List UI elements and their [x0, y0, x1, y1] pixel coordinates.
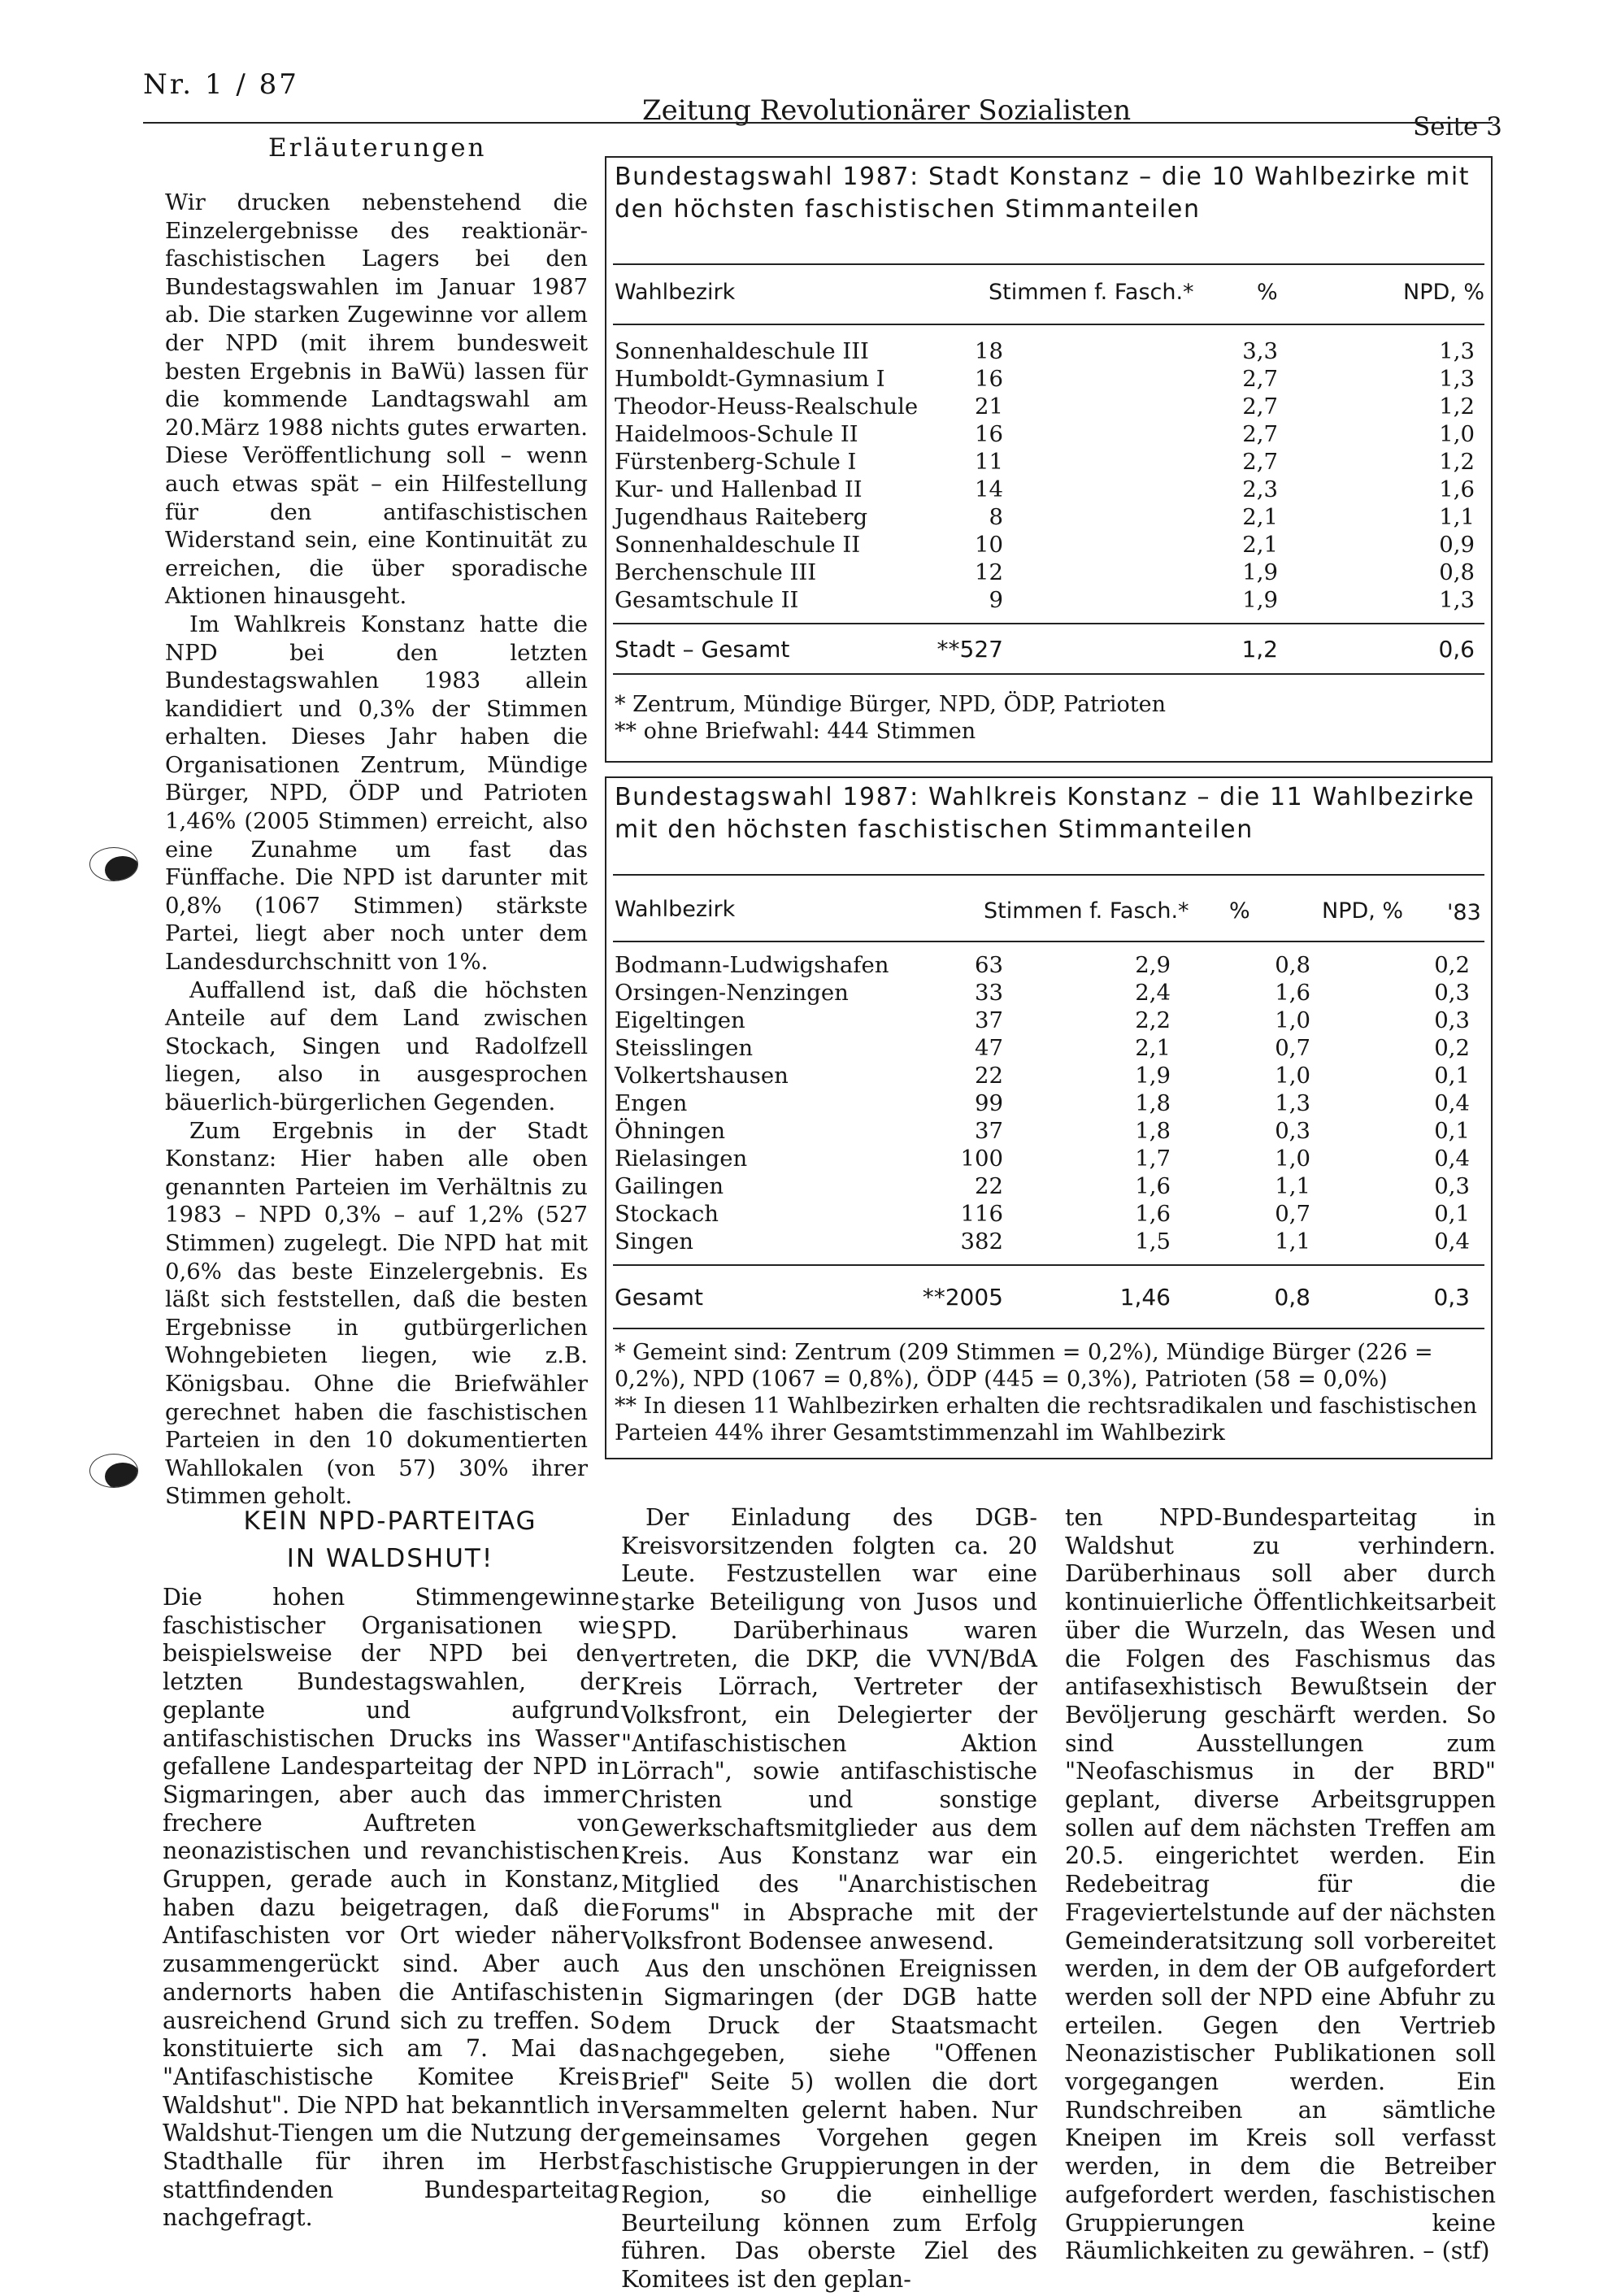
table-row: Volkertshausen 22 1,9 1,0 0,1 — [615, 1063, 1470, 1089]
table-row: Gailingen 22 1,6 1,1 0,3 — [615, 1173, 1470, 1199]
table-row: Singen 382 1,5 1,1 0,4 — [615, 1228, 1470, 1255]
page-number: Seite 3 — [1413, 112, 1502, 141]
table-row: Jugendhaus Raiteberg 8 2,1 1,1 — [615, 504, 1475, 530]
article-paragraph: ten NPD-Bundesparteitag in Waldshut zu verhindern. Darüberhinaus soll aber durch kontinuierliche Öffentlichkeitsarbeit über die Wurzeln, das Wesen und die Folgen des Faschismus das antifasexhistisch Bewußtsein der Bevöljerung geschärft werden. So sind Ausstellungen zum "Neofaschismus in der BRD" geplant, diverse Arbeitsgruppen sollen auf dem nächsten Treffen am 20.5. eingerichtet werden. Ein Redebeitrag für die Frageviertelstunde auf der nächsten Gemeinderatsitzung soll vorbereitet werden, in dem der OB aufgefordert werden soll der NPD eine Abfuhr zu erteilen. Gegen den Vertrieb Neonazistischer Publikationen soll vorgegangen werden. Ein Rundschreiben an sämtliche Kneipen im Kreis soll verfasst werden, in dem die Betreiber aufgefordert werden, faschistischen Gruppierungen keine Räumlichkeiten zu gewähren. – (stf) — [1065, 1504, 1496, 2265]
issue-number: Nr. 1 / 87 — [143, 68, 299, 101]
table1-rule — [613, 623, 1484, 624]
table-row: Haidelmoos-Schule II 16 2,7 1,0 — [615, 421, 1475, 447]
table2-header-npd: NPD, % — [1322, 898, 1404, 924]
article-column-3 — [1065, 1504, 1496, 2266]
table2-header-percent: % — [1229, 898, 1250, 924]
table2-rule — [613, 1328, 1484, 1329]
table-row: Theodor-Heuss-Realschule 21 2,7 1,2 — [615, 394, 1475, 420]
punch-hole-icon — [89, 1454, 138, 1488]
table-row: Orsingen-Nenzingen 33 2,4 1,6 0,3 — [615, 980, 1470, 1006]
table1-footnotes: * Zentrum, Mündige Bürger, NPD, ÖDP, Patrioten ** ohne Briefwahl: 444 Stimmen — [615, 692, 1167, 744]
table-wahlkreis-konstanz — [605, 776, 1493, 1459]
article-paragraph: Die hohen Stimmengewinne faschistischer Organisationen wie beispielsweise der NPD bei den letzten Bundestagswahlen, der geplante und aufgrund antifaschistischen Drucks ins Wasser gefallene Landesparteitag der NPD in Sigmaringen, aber auch das immer frechere Auftreten von neonazistischen und revanchistischen Gruppen, gerade auch in Konstanz, haben dazu beigetragen, daß die Antifaschisten vor Ort wieder näher zusammengerückt sind. Aber auch andernorts haben die Antifaschisten ausreichend Grund sich zu treffen. So konstituierte sich am 7. Mai das "Antifaschistische Komitee Kreis Waldshut". Die NPD hat bekanntlich in Waldshut-Tiengen um die Nutzung der Stadthalle für ihren im Herbst stattfindenden Bundesparteitag nachgefragt. — [163, 1584, 619, 2232]
table1-rule — [613, 673, 1484, 675]
table1-title: Bundestagswahl 1987: Stadt Konstanz – die 10 Wahlbezirke mit den höchsten faschistischen Stimmanteilen — [615, 163, 1471, 224]
table-row: Gesamtschule II 9 1,9 1,3 — [615, 587, 1475, 613]
table-row: Öhningen 37 1,8 0,3 0,1 — [615, 1118, 1470, 1144]
table-stadt-konstanz — [605, 156, 1493, 763]
punch-hole-icon — [89, 847, 138, 881]
table1-header-district: Wahlbezirk — [615, 280, 736, 305]
table-row: Stockach 116 1,6 0,7 0,1 — [615, 1201, 1470, 1227]
article-column-2 — [621, 1504, 1037, 2294]
explanation-paragraph: Wir drucken nebenstehend die Einzelergebnisse des reaktionär- faschistischen Lagers bei den Bundestagswahlen im Januar 1987 ab. Die starken Zugewinne vor allem der NPD (mit ihrem bundesweit besten Ergebnis in BaWü) lassen für die kommende Landtagswahl am 20.März 1988 nichts gutes erwarten. Diese Veröffentlichung soll – wenn auch etwas spät – ein Hilfestellung für den antifaschistischen Widerstand sein, eine Kontinuität zu erreichen, die über sporadische Aktionen hinausgeht. — [165, 189, 588, 610]
explanation-paragraph: Auffallend ist, daß die höchsten Anteile auf dem Land zwischen Stockach, Singen und Radolfzell liegen, also in ausgesprochen bäuerlich-bürgerlichen Gegenden. — [165, 976, 588, 1115]
table1-rule — [613, 263, 1484, 265]
table2-header-district: Wahlbezirk — [615, 897, 736, 922]
table2-header-83: '83 — [1447, 900, 1481, 925]
table-row: Eigeltingen 37 2,2 1,0 0,3 — [615, 1007, 1470, 1033]
table-row: Sonnenhaldeschule II 10 2,1 0,9 — [615, 532, 1475, 558]
table-row: Fürstenberg-Schule I 11 2,7 1,2 — [615, 449, 1475, 475]
explanation-paragraph: Zum Ergebnis in der Stadt Konstanz: Hier haben alle oben genannten Parteien im Verhältnis zu 1983 – NPD 0,3% – auf 1,2% (527 Stimmen) zugelegt. Die NPD hat mit 0,6% das beste Einzelergebnis. Es läßt sich feststellen, daß die besten Ergebnisse in gutbürgerlichen Wohngebieten liegen, wie z.B. Königsbau. Ohne die Briefwähler gerechnet haben die faschistischen Parteien in den 10 dokumentierten Wahllokalen (von 57) 30% ihrer Stimmen geholt. — [165, 1117, 588, 1510]
table2-rule — [613, 874, 1484, 876]
article-paragraph: Der Einladung des DGB-Kreisvorsitzenden folgten ca. 20 Leute. Festzustellen war eine starke Beteiligung von Jusos und SPD. Darüberhinaus waren vertreten, die DKP, die VVN/BdA Kreis Lörrach, Vertreter der Volksfront, ein Delegierter der "Antifaschistischen Aktion Lörrach", sowie antifaschistische Christen und sonstige Gewerkschaftsmitglieder aus dem Kreis. Aus Konstanz war ein Mitglied des "Anarchistischen Forums" in Absprache mit der Volksfront Bodensee anwesend. — [621, 1504, 1037, 1955]
table-total-row: Stadt – Gesamt **527 1,2 0,6 — [615, 636, 1475, 663]
table-row: Engen 99 1,8 1,3 0,4 — [615, 1090, 1470, 1116]
article-paragraph: Aus den unschönen Ereignissen in Sigmaringen (der DGB hatte dem Druck der Staatsmacht nachgegeben, siehe "Offenen Brief" Seite 5) wollen die dort Versammelten gelernt haben. Nur gemeinsames Vorgehen gegen faschistische Gruppierungen in der Region, so die einhellige Beurteilung können zum Erfolg führen. Das oberste Ziel des Komitees ist den geplan- — [621, 1955, 1037, 2293]
table2-footnotes: * Gemeint sind: Zentrum (209 Stimmen = 0,2%), Mündige Bürger (226 = 0,2%), NPD (1067 = 0,8%), ÖDP (445 = 0,3%), Patrioten (58 = 0,0%) ** In diesen 11 Wahlbezirken erhalten die rechtsradikalen und faschistischen Parteien 44% ihrer Gesamtstimmenzahl im Wahlbezirk — [615, 1340, 1477, 1446]
newspaper-name: Zeitung Revolutionärer Sozialisten — [642, 94, 1132, 127]
table1-rule — [613, 324, 1484, 325]
article-column-1 — [163, 1584, 619, 2233]
header-rule — [143, 122, 1493, 124]
table2-title: Bundestagswahl 1987: Wahlkreis Konstanz – die 11 Wahlbezirke mit den höchsten faschistischen Stimmanteilen — [615, 783, 1475, 844]
table-row: Rielasingen 100 1,7 1,0 0,4 — [615, 1146, 1470, 1172]
table2-rule — [613, 941, 1484, 942]
explanation-paragraph: Im Wahlkreis Konstanz hatte die NPD bei den letzten Bundestagswahlen 1983 allein kandidiert und 0,3% der Stimmen erhalten. Dieses Jahr haben die Organisationen Zentrum, Mündige Bürger, NPD, ÖDP und Patrioten 1,46% (2005 Stimmen) erreicht, also eine Zunahme um fast das Fünffache. Die NPD ist darunter mit 0,8% (1067 Stimmen) stärkste Partei, liegt aber noch unter dem Landesdurchschnitt von 1%. — [165, 611, 588, 976]
explanation-column — [165, 189, 588, 1511]
table-row: Humboldt-Gymnasium I 16 2,7 1,3 — [615, 366, 1475, 392]
table2-rule — [613, 1264, 1484, 1266]
table1-header-percent: % — [1257, 280, 1278, 305]
table-row: Steisslingen 47 2,1 0,7 0,2 — [615, 1035, 1470, 1061]
table-total-row: Gesamt **2005 1,46 0,8 0,3 — [615, 1284, 1470, 1311]
table2-header-votes: Stimmen f. Fasch.* — [984, 898, 1189, 924]
table-row: Kur- und Hallenbad II 14 2,3 1,6 — [615, 476, 1475, 502]
table-row: Berchenschule III 12 1,9 0,8 — [615, 559, 1475, 585]
table-row: Sonnenhaldeschule III 18 3,3 1,3 — [615, 338, 1475, 364]
article-headline: KEIN NPD-PARTEITAG IN WALDSHUT! — [243, 1507, 537, 1573]
table1-header-npd: NPD, % — [1403, 280, 1485, 305]
table-row: Bodmann-Ludwigshafen 63 2,9 0,8 0,2 — [615, 952, 1470, 978]
explanation-title: Erläuterungen — [268, 133, 487, 163]
table1-header-votes: Stimmen f. Fasch.* — [989, 280, 1194, 305]
